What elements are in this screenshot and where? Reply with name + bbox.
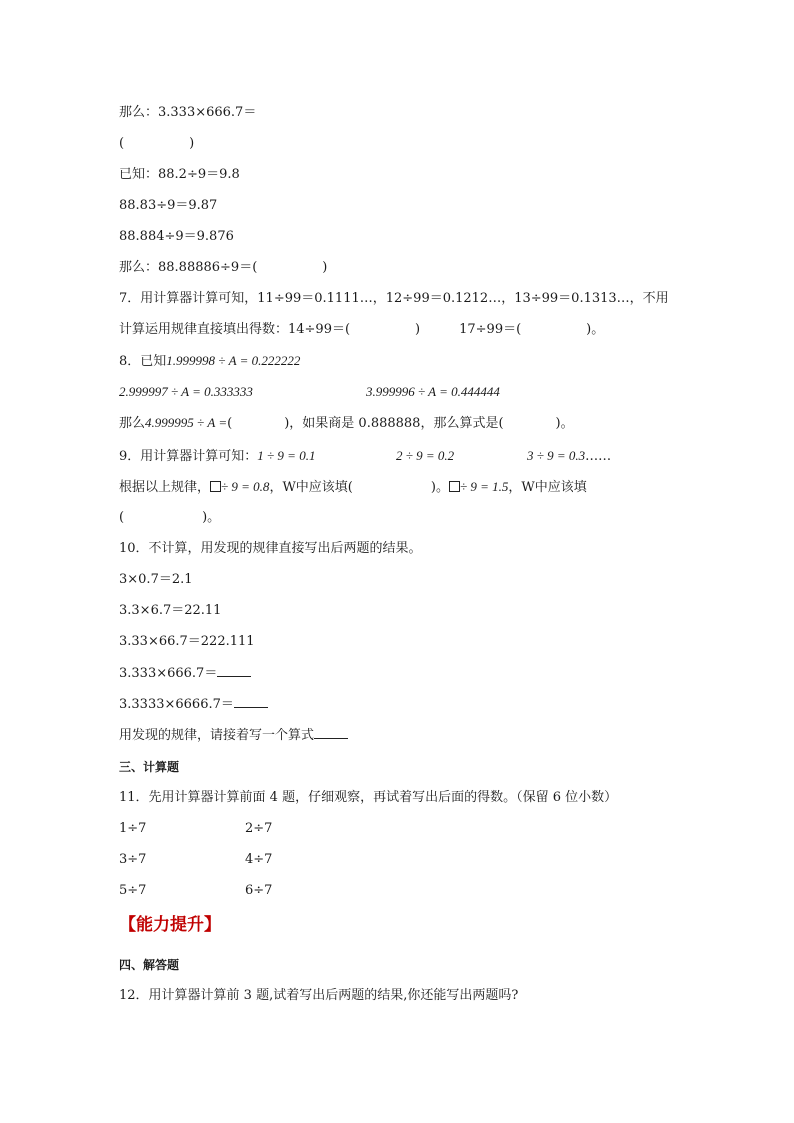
- text-line: [119, 664, 251, 683]
- ellipsis: ……: [585, 449, 612, 464]
- math-expression: ÷ 9 = 1.5: [459, 479, 509, 494]
- square-box-icon: [449, 481, 460, 492]
- question-8-ask: [119, 414, 574, 433]
- ability-heading: 【能力提升】: [119, 915, 221, 935]
- calc-item: 1÷7: [119, 821, 147, 836]
- text-line: 88.884÷9＝9.876: [119, 229, 234, 244]
- question-11: 11．先用计算器计算前面 4 题，仔细观察，再试着写出后面的得数。（保留 6 位小数）: [119, 790, 618, 805]
- equation-text: 3.3333×6666.7＝: [119, 697, 234, 712]
- calc-item: 4÷7: [245, 852, 273, 867]
- answer-underline: [217, 664, 251, 677]
- text-line: 那么：88.88886÷9＝( ): [119, 260, 328, 275]
- math-expression: ÷ 9 = 0.8: [221, 479, 270, 494]
- text-line: 3.33×66.7＝222.111: [119, 634, 255, 649]
- answer-blank: ( )。: [119, 510, 221, 525]
- math-expression: 4.999995 ÷ A =: [145, 415, 228, 430]
- question-10: 10．不计算，用发现的规律直接写出后两题的结果。: [119, 541, 422, 556]
- text-line: [119, 695, 268, 714]
- question-8-ask-rest: ( )，如果商是 0.888888，那么算式是( )。: [227, 416, 574, 431]
- question-8-ask-prefix: 那么: [119, 416, 146, 431]
- math-expression-2: 2 ÷ 9 = 0.2: [396, 448, 455, 463]
- question-9-eq3: [527, 447, 611, 466]
- text-line: 3.3×6.7＝22.11: [119, 603, 222, 618]
- text-line: 88.83÷9＝9.87: [119, 198, 218, 213]
- calc-item: 6÷7: [245, 883, 273, 898]
- equation-text: 用发现的规律，请接着写一个算式: [119, 728, 315, 743]
- question-9-eq2: [396, 447, 454, 466]
- math-expression: 3.999996 ÷ A = 0.444444: [366, 384, 500, 399]
- answer-underline: [234, 695, 268, 708]
- math-expression: 1.999998 ÷ A = 0.222222: [166, 353, 301, 368]
- answer-underline: [314, 726, 348, 739]
- question-9-rule-mid: ，W中应该填( )。: [269, 480, 449, 495]
- text-line: 那么：3.333×666.7＝: [119, 105, 257, 120]
- square-box-icon: [210, 481, 221, 492]
- math-expression-1: 1 ÷ 9 = 0.1: [257, 448, 316, 463]
- question-8-eq2: [119, 383, 253, 402]
- question-8: [119, 352, 300, 371]
- question-8-eq3: [366, 383, 500, 402]
- text-line: 已知：88.2÷9＝9.8: [119, 167, 240, 182]
- equation-text: 3.333×666.7＝: [119, 666, 218, 681]
- question-9: [119, 447, 315, 466]
- calc-item: 3÷7: [119, 852, 147, 867]
- answer-blank: ( ): [119, 136, 195, 151]
- question-12: 12．用计算器计算前 3 题,试着写出后两题的结果,你还能写出两题吗?: [119, 988, 519, 1003]
- calc-item: 5÷7: [119, 883, 147, 898]
- text-line: [119, 726, 348, 745]
- calc-item: 2÷7: [245, 821, 273, 836]
- math-expression-3: 3 ÷ 9 = 0.3: [527, 448, 586, 463]
- question-8-prefix: 8．已知: [119, 354, 167, 369]
- section-heading-3: 三、计算题: [119, 760, 180, 774]
- question-9-rule-tail: ，W中应该填: [508, 480, 587, 495]
- section-heading-4: 四、解答题: [119, 958, 180, 972]
- math-expression: 2.999997 ÷ A = 0.333333: [119, 384, 253, 399]
- question-7: 7．用计算器计算可知，11÷99＝0.1111…，12÷99＝0.1212…，13÷99＝0.1313…，不用: [119, 291, 669, 306]
- question-7-continued: 计算运用规律直接填出得数：14÷99＝( ) 17÷99＝( )。: [119, 322, 605, 337]
- text-line: 3×0.7＝2.1: [119, 572, 193, 587]
- question-9-rule-prefix: 根据以上规律，: [119, 480, 211, 495]
- question-9-rule: [119, 478, 587, 497]
- question-9-prefix: 9．用计算器计算可知：: [119, 449, 258, 464]
